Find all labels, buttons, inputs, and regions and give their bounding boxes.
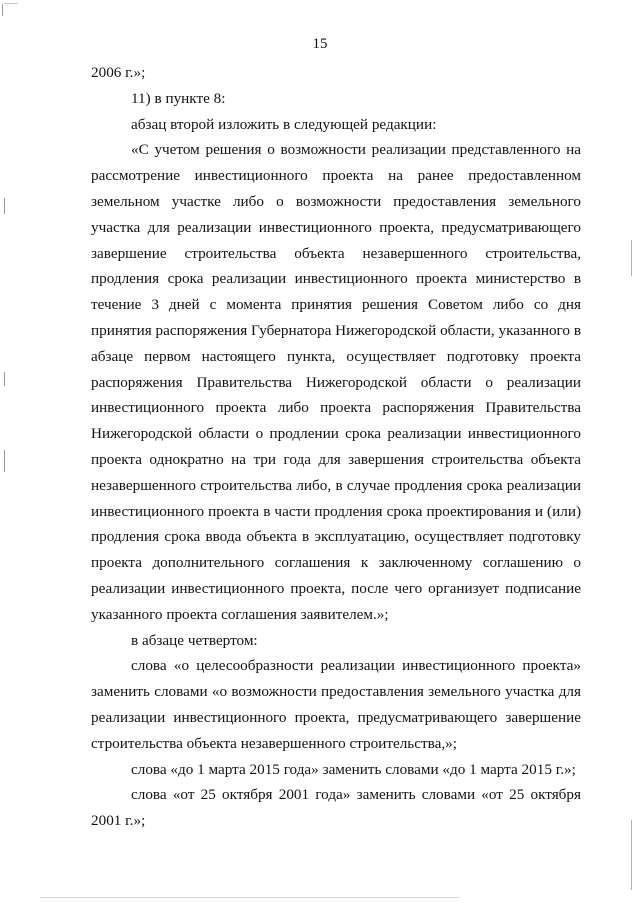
scan-edge-mark [631, 240, 632, 276]
paragraph: 11) в пункте 8: [131, 89, 226, 107]
page-number: 15 [312, 36, 328, 52]
paragraph: слова «до 1 марта 2015 года» заменить словами «до 1 марта 2015 г.»; [131, 760, 576, 778]
scan-footer-trace [40, 897, 460, 898]
paragraph: слова «от 25 октября 2001 года» заменить словами «от 25 октября 2001 г.»; [91, 786, 581, 830]
scan-edge-mark [2, 4, 3, 16]
scan-edge-mark [4, 372, 5, 386]
scan-edge-mark [631, 820, 632, 890]
paragraph: слова «о целесообразности реализации инвестиционного проекта» заменить словами «о возможности предоставления земельного участка для реализации инвестиционного проекта, предусматривающего завершение строительства объекта незавершенного строительства,»; [91, 657, 581, 752]
document-body [91, 60, 581, 834]
paragraph: «С учетом решения о возможности реализации представленного на рассмотрение инвестиционного проекта на ранее предоставленном земельном участке либо о возможности предоставления земельного участка для реализации инвестиционного проекта, предусматривающего завершение строительства объекта незавершенного строительства, продления срока реализации инвестиционного проекта министерство в течение 3 дней с момента принятия решения Советом либо со дня принятия распоряжения Губернатора Нижегородской области, указанного в абзаце первом настоящего пункта, осуществляет подготовку проекта распоряжения Правительства Нижегородской области о реализации инвестиционного проекта либо проекта распоряжения Правительства Нижегородской области о продлении срока реализации инвестиционного проекта однократно на три года для завершения строительства объекта незавершенного строительства либо, в случае продления срока реализации инвестиционного проекта в части продления срока проектирования и (или) продления срока ввода объекта в эксплуатацию, осуществляет подготовку проекта дополнительного соглашения к заключенному соглашению о реализации инвестиционного проекта, после чего организует подписание указанного проекта соглашения заявителем.»; [91, 141, 581, 623]
paragraph: в абзаце четвертом: [131, 631, 258, 649]
scan-edge-mark [4, 450, 5, 472]
scan-edge-mark [4, 198, 5, 214]
paragraph: 2006 г.»; [91, 64, 146, 81]
scan-edge-mark [4, 3, 18, 4]
paragraph: абзац второй изложить в следующей редакции: [131, 115, 437, 133]
